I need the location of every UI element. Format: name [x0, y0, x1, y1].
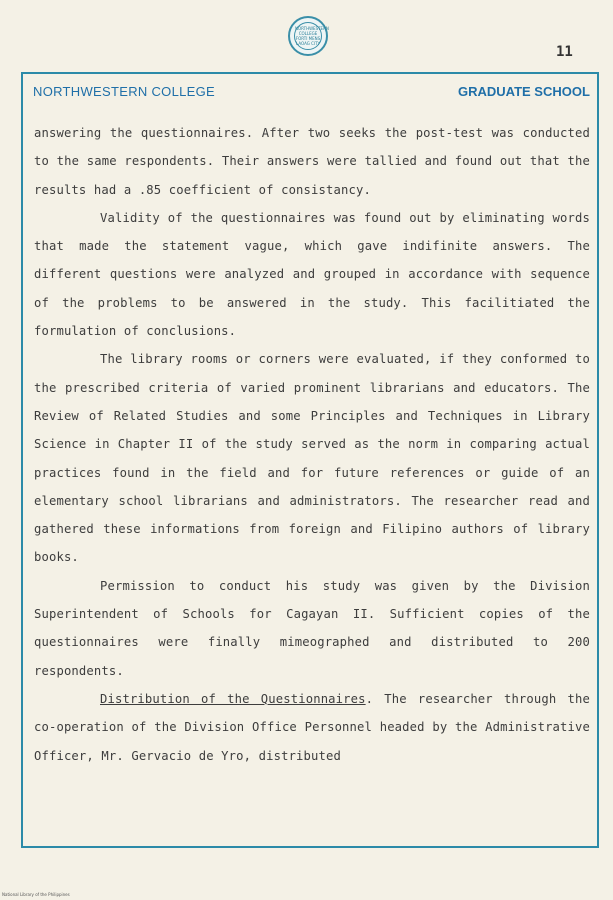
paragraph-continuation: answering the questionnaires. After two seeks the post-test was conducted to the same respondents. Their answers were tallied and found out that the results had a .85 coefficient of consistancy.: [34, 126, 590, 197]
paragraph-distribution: [34, 685, 590, 770]
paragraph-validity: Validity of the questionnaires was found out by eliminating words that made the statement vague, which gave indifinite answers. The different questions were analyzed and grouped in accordance with sequence of the problems to be answered in the study. This facilitiated the formulation of conclusions.: [34, 210, 590, 339]
header-school-name: GRADUATE SCHOOL: [458, 84, 590, 99]
paragraph-distribution-text: . The researcher through the co-operation of the Division Office Personnel headed by the Administrative Officer, Mr. Gervacio de Yro, distributed: [34, 691, 590, 763]
paragraph-permission: Permission to conduct his study was given by the Division Superintendent of Schools for Cagayan II. Sufficient copies of the questionnaires were finally mimeographed and distributed to 200 respondents.: [34, 578, 590, 678]
paragraph-library-rooms: The library rooms or corners were evaluated, if they conformed to the prescribed criteria of varied prominent librarians and educators. The Review of Related Studies and some Principles and Techniques in Library Science in Chapter II of the study served as the norm in comparing actual practices found in the field and for future references or guide of an elementary school librarians and administrators. The researcher read and gathered these informations from foreign and Filipino authors of library books.: [34, 352, 590, 565]
page-number: 11: [556, 44, 573, 60]
header-college-name: NORTHWESTERN COLLEGE: [33, 84, 216, 99]
seal-inner-ring: [294, 22, 329, 50]
seal-text: NORTHWESTERN COLLEGE FORTI MENS LAOAG CITY: [295, 26, 329, 46]
college-seal: [288, 16, 328, 56]
scan-footer: National Library of the Philippines: [2, 892, 70, 897]
section-heading-distribution: Distribution of the Questionnaires: [100, 691, 366, 706]
document-body: [34, 119, 590, 770]
